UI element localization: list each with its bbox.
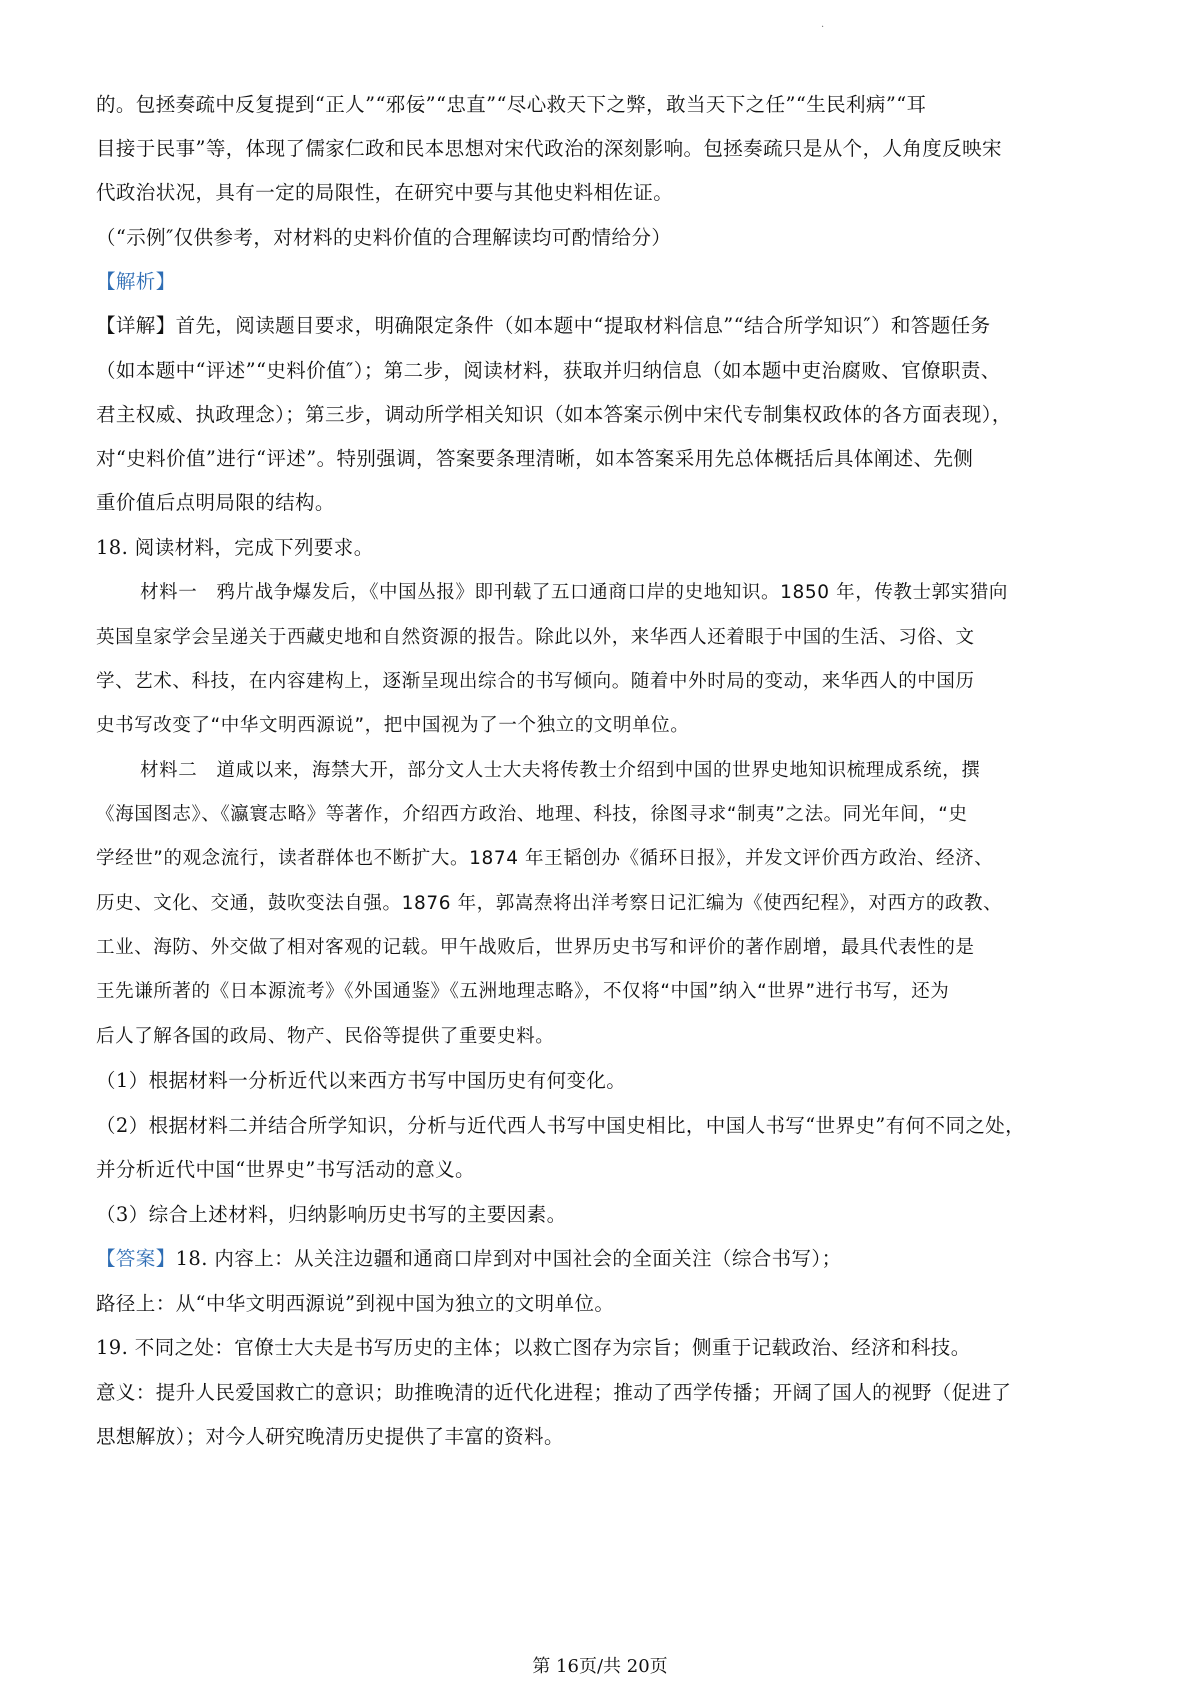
answer17-line-3: 代政治状况，具有一定的局限性，在研究中要与其他史料相佐证。: [96, 181, 674, 204]
analysis-tag: 【解析】: [96, 270, 176, 293]
answer19-line-1: 19. 不同之处：官僚士大夫是书写历史的主体；以救亡图存为宗旨；侧重于记载政治、经济和科技。: [96, 1336, 971, 1359]
answer19-line-2: 意义：提升人民爱国救亡的意识；助推晚清的近代化进程；推动了西学传播；开阔了国人的视野（促进了: [96, 1381, 1012, 1404]
material1-line-1: 材料一 鸦片战争爆发后，《中国丛报》即刊载了五口通商口岸的史地知识。1850 年，传教士郭实猎向: [140, 582, 1009, 603]
document-page: [96, 0, 1106, 1698]
material1-line-2: 英国皇家学会呈递关于西藏史地和自然资源的报告。除此以外，来华西人还着眼于中国的生活、习俗、文: [96, 627, 975, 648]
answer19-line-3: 思想解放）；对今人研究晚清历史提供了丰富的资料。: [96, 1425, 564, 1448]
detail-line-3: 君主权威、执政理念）；第三步，调动所学相关知识（如本答案示例中宋代专制集权政体的各方面表现），: [96, 403, 1012, 426]
answer17-line-1: 的。包拯奏疏中反复提到“正人”“邪佞”“忠直”“尽心救天下之弊，敢当天下之任”“生民利病”“耳: [96, 93, 927, 116]
answer18-text: 18. 内容上：从关注边疆和通商口岸到对中国社会的全面关注（综合书写）；: [175, 1247, 842, 1270]
detail-line-5: 重价值后点明局限的结构。: [96, 491, 335, 514]
detail-line-2: （如本题中“评述”“史料价值″）；第二步，阅读材料，获取并归纳信息（如本题中吏治腐败、官僚职责、: [96, 359, 1001, 382]
material2-line-7: 后人了解各国的政局、物产、民俗等提供了重要史料。: [96, 1026, 555, 1047]
material2-line-3: 学经世”的观念流行，读者群体也不断扩大。1874 年王韬创办《循环日报》，并发文评价西方政治、经济、: [96, 848, 994, 869]
detail-line-4: 对“史料价值”进行“评述”。特别强调，答案要条理清晰，如本答案采用先总体概括后具体阐述、先侧: [96, 447, 974, 470]
material2-line-2: 《海国图志》、《瀛寰志略》等著作，介绍西方政治、地理、科技，徐图寻求“制夷”之法。同光年间，“史: [96, 804, 968, 825]
detail-line-1: 【详解】首先，阅读题目要求，明确限定条件（如本题中“提取材料信息”“结合所学知识″）和答题任务: [96, 314, 991, 337]
top-mark: ·: [821, 22, 825, 33]
answer-tag: 【答案】: [96, 1247, 176, 1270]
question-2-cont: 并分析近代中国“世界史”书写活动的意义。: [96, 1158, 475, 1181]
material2-line-4: 历史、文化、交通，鼓吹变法自强。1876 年，郭嵩焘将出洋考察日记汇编为《使西纪程》，对西方的政教、: [96, 893, 1003, 914]
answer18-line-1: [96, 1241, 1106, 1277]
question-3: （3）综合上述材料，归纳影响历史书写的主要因素。: [96, 1203, 567, 1226]
question-1: （1）根据材料一分析近代以来西方书写中国历史有何变化。: [96, 1069, 627, 1092]
answer17-line-2: 目接于民事”等，体现了儒家仁政和民本思想对宋代政治的深刻影响。包拯奏疏只是从个，人角度反映宋: [96, 137, 1002, 160]
q18-title: 18. 阅读材料，完成下列要求。: [96, 536, 374, 559]
material1-line-4: 史书写改变了“中华文明西源说”，把中国视为了一个独立的文明单位。: [96, 715, 690, 736]
answer17-note: （“示例″仅供参考，对材料的史料价值的合理解读均可酌情给分）: [96, 226, 672, 249]
material2-line-6: 王先谦所著的《日本源流考》《外国通鉴》《五洲地理志略》，不仅将“中国”纳入“世界”进行书写，还为: [96, 981, 950, 1002]
page-footer: 第 16页/共 20页: [532, 1656, 668, 1677]
material1-line-3: 学、艺术、科技，在内容建构上，逐渐呈现出综合的书写倾向。随着中外时局的变动，来华西人的中国历: [96, 671, 975, 692]
material2-line-5: 工业、海防、外交做了相对客观的记载。甲午战败后，世界历史书写和评价的著作剧增，最具代表性的是: [96, 937, 975, 958]
answer18-line-2: 路径上：从“中华文明西源说”到视中国为独立的文明单位。: [96, 1292, 615, 1315]
question-2: （2）根据材料二并结合所学知识，分析与近代西人书写中国史相比，中国人书写“世界史”有何不同之处，: [96, 1114, 1026, 1137]
material2-line-1: 材料二 道咸以来，海禁大开，部分文人士大夫将传教士介绍到中国的世界史地知识梳理成系统，撰: [140, 760, 981, 781]
